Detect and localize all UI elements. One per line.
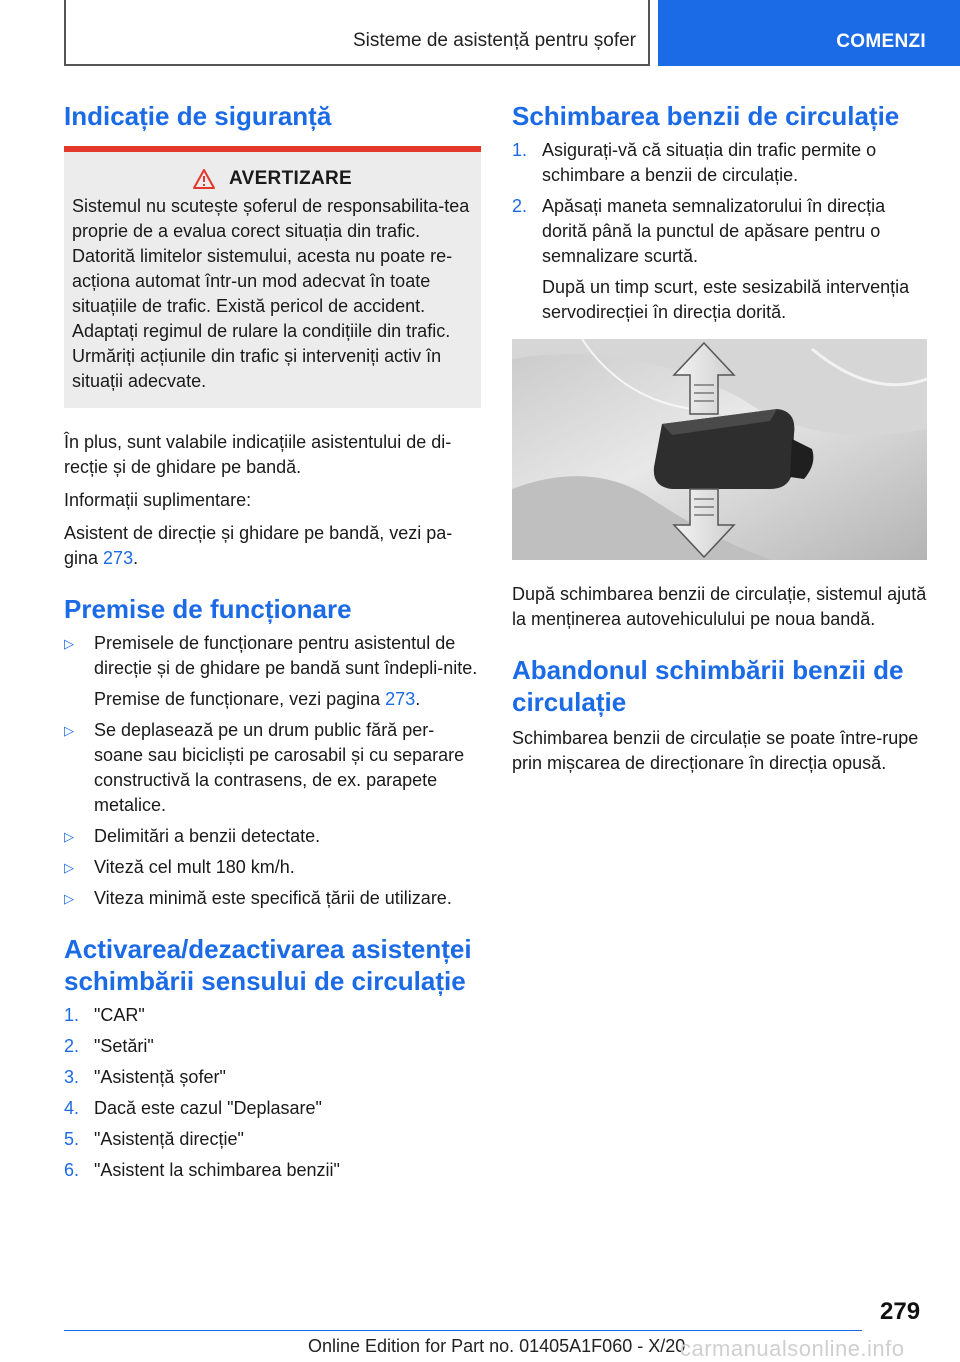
list-item: ▷ Viteză cel mult 180 km/h. [64, 855, 481, 880]
warning-text: Sistemul nu scutește șoferul de responsabilita-tea proprie de a evalua corect situația din trafic. Datorită limitelor sistemului, acesta nu poate re-acționa automat într-un mod adecvat în toate situațiile de trafic. Există pericol de accident. Adaptați regimul de rulare la condițiile din trafic. Urmăriți acțiunile din trafic și interveniți activ în situații adecvate. [72, 196, 470, 391]
footer-watermark: carmanualsonline.info [680, 1336, 905, 1361]
safety-paragraph-3: Asistent de direcție și ghidare pe bandă, vezi pa-gina 273. [64, 523, 453, 568]
footer-edition: Online Edition for Part no. 01405A1F060 - X/20 [308, 1336, 686, 1356]
triangle-bullet-icon: ▷ [64, 723, 74, 738]
warning-label: AVERTIZARE [229, 168, 352, 189]
warning-title [72, 168, 473, 190]
list-item: 1. "CAR" [64, 1005, 145, 1025]
left-column [64, 100, 481, 1183]
list-item: 2. "Setări" [64, 1036, 154, 1056]
right-column [512, 100, 927, 776]
list-item: 1. Asigurați-vă că situația din trafic permite o schimbare a benzii de circulație. [512, 140, 877, 185]
list-item: 5. "Asistență direcție" [64, 1129, 244, 1149]
lane-change-steps [512, 138, 927, 325]
premise-list [64, 631, 481, 911]
safety-paragraph-1: În plus, sunt valabile indicațiile asistentului de di-recție și de ghidare pe bandă. [64, 432, 452, 477]
page-link[interactable]: 273 [385, 689, 416, 709]
triangle-bullet-icon: ▷ [64, 829, 74, 844]
triangle-bullet-icon: ▷ [64, 891, 74, 906]
list-item: 6. "Asistent la schimbarea benzii" [64, 1160, 340, 1180]
list-item: ▷ Delimitări a benzii detectate. [64, 824, 481, 849]
list-item: ▷ Premisele de funcționare pentru asistentul de direcție și de ghidare pe bandă sunt îndepli-nite. Premise de funcționare, vezi pagina 273. [64, 631, 481, 712]
footer-divider [64, 1330, 862, 1331]
header-section-box [64, 0, 650, 66]
header-chapter-label: COMENZI [836, 31, 926, 52]
abandon-heading: Abandonul schimbării benzii de circulație [512, 655, 904, 717]
page-number: 279 [880, 1298, 921, 1325]
list-item: 2. Apăsați maneta semnalizatorului în direcția dorită până la punctul de apăsare pentru o semnalizare scurtă. După un timp scurt, este sesizabilă intervenția servodirecției în direcția dorită. [512, 196, 910, 322]
list-item: 3. "Asistență șofer" [64, 1067, 226, 1087]
list-item: 4. Dacă este cazul "Deplasare" [64, 1098, 322, 1118]
header-section-title: Sisteme de asistență pentru șofer [352, 30, 636, 51]
list-item: ▷ Viteza minimă este specifică țării de utilizare. [64, 886, 481, 911]
activation-heading: Activarea/dezactivarea asistenței schimbării sensului de circulație [64, 934, 472, 996]
safety-paragraph-2: Informații suplimentare: [64, 490, 252, 510]
page-link[interactable]: 273 [103, 548, 134, 568]
abandon-text: Schimbarea benzii de circulație se poate între-rupe prin mișcarea de direcționare în direcția opusă. [512, 728, 919, 773]
triangle-bullet-icon: ▷ [64, 860, 74, 875]
list-item: ▷ Se deplasează pe un drum public fără per-soane sau bicicliști pe carosabil și cu separare constructivă la contrasens, de ex. parapete metalice. [64, 718, 481, 818]
warning-box [64, 146, 481, 408]
premise-heading: Premise de funcționare [64, 594, 352, 624]
turn-signal-lever-illustration [512, 339, 927, 560]
activation-steps [64, 1003, 481, 1183]
triangle-bullet-icon: ▷ [64, 636, 74, 651]
after-lane-change-text: După schimbarea benzii de circulație, sistemul ajută la menținerea autovehiculului pe noua bandă. [512, 584, 927, 629]
lane-change-heading: Schimbarea benzii de circulație [512, 101, 900, 131]
safety-heading: Indicație de siguranță [64, 101, 332, 131]
header-chapter-tab[interactable] [658, 0, 960, 66]
warning-triangle-icon [193, 169, 215, 189]
